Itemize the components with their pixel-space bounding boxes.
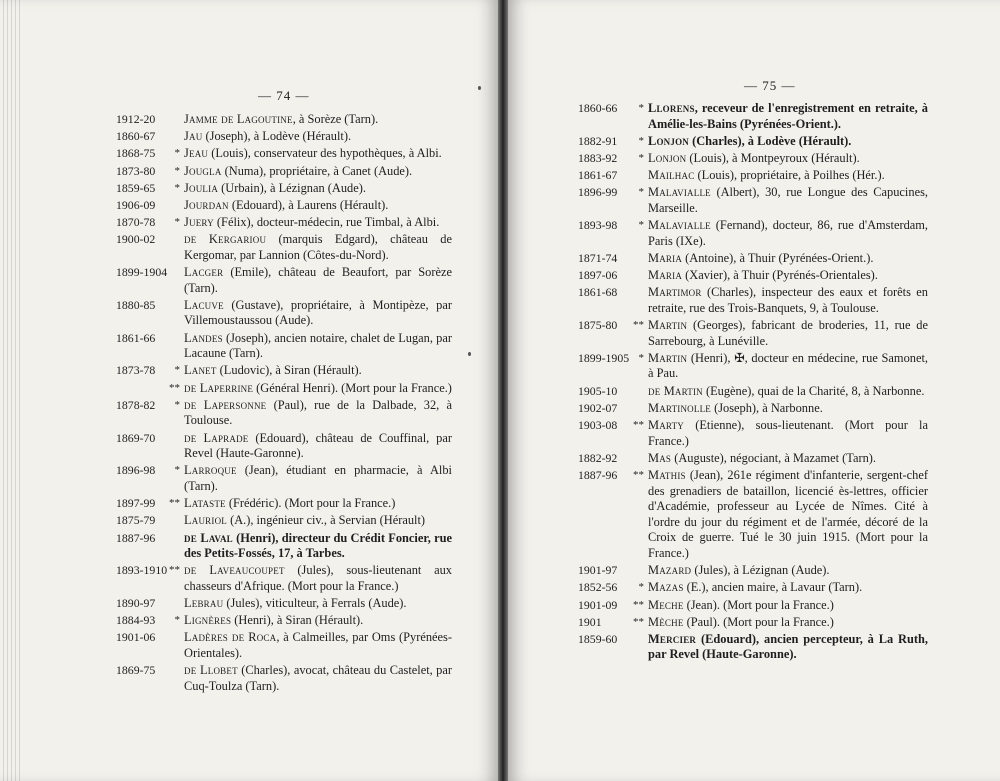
- list-item: [116, 531, 452, 562]
- entry-text: [184, 298, 452, 329]
- entry-details: (Gustave), propriétaire, à Montipèze, par Villemoustaussou (Aude).: [184, 297, 452, 328]
- entry-text: [184, 112, 452, 128]
- list-item: [578, 251, 928, 267]
- entry-years: 1905-10: [578, 383, 618, 398]
- entry-years: 1897-06: [578, 268, 618, 283]
- entry-years: 1882-91: [578, 133, 618, 148]
- list-item: [578, 268, 928, 284]
- entry-text: [648, 285, 928, 316]
- entry-years: 1859-60: [578, 631, 618, 646]
- entry-text: [184, 164, 452, 180]
- entry-details: (E.), ancien maire, à Lavaur (Tarn).: [683, 580, 863, 595]
- entry-mark: [166, 331, 184, 362]
- entry-name: Malavialle: [648, 185, 711, 200]
- entry-name: de Llobet: [184, 663, 238, 678]
- entry-name: Jougla: [184, 163, 222, 178]
- list-item: [116, 298, 452, 329]
- list-item: [116, 431, 452, 462]
- list-item: [578, 185, 928, 216]
- entry-details: (Xavier), à Thuir (Pyrénés-Orientales).: [682, 268, 878, 283]
- list-item: [116, 596, 452, 612]
- list-item: [578, 134, 928, 150]
- entry-mark: [630, 268, 648, 284]
- entry-details: (Etienne), sous-lieutenant. (Mort pour la France.): [648, 418, 928, 448]
- list-item: [578, 615, 928, 631]
- entry-name: Lebrau: [184, 596, 224, 611]
- entry-text: [648, 101, 928, 132]
- entry-text: [648, 168, 928, 184]
- entry-name: Martin: [648, 318, 688, 333]
- entry-text: [648, 218, 928, 249]
- entry-text: [648, 451, 928, 467]
- list-item: [116, 146, 452, 162]
- list-item: [116, 563, 452, 594]
- entry-details: (Edouard), château de Couffinal, par Revel (Haute-Garonne).: [184, 430, 452, 461]
- entry-mark: [630, 451, 648, 467]
- entry-years: 1861-68: [578, 285, 618, 300]
- entry-text: [648, 151, 928, 167]
- entry-text: [648, 384, 928, 400]
- entry-details: (Jules), à Lézignan (Aude).: [691, 563, 830, 578]
- entry-name: Lacuve: [184, 297, 224, 312]
- entry-mark: **: [169, 564, 180, 577]
- list-item: [578, 418, 928, 449]
- entry-mark: *: [638, 581, 644, 594]
- entry-details: (Henri), ✠, docteur en médecine, rue Samonet, à Pau.: [648, 350, 928, 381]
- entry-details: (Charles), inspecteur des eaux et forêts en retraite, rue des Trois-Banquets, 9, à Toulouse.: [648, 285, 928, 315]
- entry-text: [184, 563, 452, 594]
- entry-details: (Auguste), négociant, à Mazamet (Tarn).: [671, 450, 876, 465]
- list-item: [578, 318, 928, 349]
- entry-years: 1882-92: [578, 450, 618, 465]
- entry-name: Martin: [648, 350, 688, 365]
- entry-mark: **: [633, 319, 644, 332]
- entry-text: [648, 563, 928, 579]
- entry-name: Mailhac: [648, 168, 695, 183]
- entry-years: 1906-09: [116, 197, 156, 212]
- entry-name: Mazas: [648, 580, 684, 595]
- entry-details: (Joseph), à Lodève (Hérault).: [202, 129, 352, 144]
- entry-mark: *: [174, 364, 180, 377]
- entry-name: Lignères: [184, 613, 232, 628]
- entry-name: Malavialle: [648, 218, 711, 233]
- entry-years: 1878-82: [116, 397, 156, 412]
- entry-text: [184, 596, 452, 612]
- list-item: [116, 663, 452, 694]
- entry-details: (Numa), propriétaire, à Canet (Aude).: [221, 163, 413, 178]
- list-item: [116, 112, 452, 128]
- entry-name: Juery: [184, 215, 214, 230]
- entry-mark: [166, 112, 184, 128]
- entry-details: (Louis), à Montpeyroux (Hérault).: [686, 150, 860, 165]
- entry-years: 1899-1904: [116, 265, 168, 280]
- entry-years: 1901-06: [116, 630, 156, 645]
- entry-mark: *: [638, 151, 644, 164]
- entry-years: 1861-67: [578, 168, 618, 183]
- entry-name: Landes: [184, 330, 223, 345]
- entry-name: Llorens: [648, 101, 695, 115]
- entry-name: Maria: [648, 250, 683, 265]
- entry-mark: **: [169, 497, 180, 510]
- entry-mark: [630, 563, 648, 579]
- list-item: [116, 613, 452, 629]
- entry-text: [184, 630, 452, 661]
- page-edge-decoration: [0, 0, 22, 781]
- entry-text: [184, 496, 452, 512]
- entry-text: [648, 318, 928, 349]
- entry-years: 1883-92: [578, 150, 618, 165]
- entry-text: [648, 418, 928, 449]
- entry-mark: [166, 265, 184, 296]
- list-item: [578, 598, 928, 614]
- entry-mark: [630, 384, 648, 400]
- entry-years: 1902-07: [578, 400, 618, 415]
- list-item: [578, 218, 928, 249]
- entry-years: 1893-1910: [116, 563, 168, 578]
- list-item: [116, 129, 452, 145]
- entry-text: [184, 613, 452, 629]
- entry-years: 1852-56: [578, 580, 618, 595]
- list-item: [116, 215, 452, 231]
- entry-name: de Lapersonne: [184, 397, 267, 412]
- entry-mark: *: [638, 351, 644, 364]
- entry-mark: [630, 401, 648, 417]
- entry-details: (Albert), 30, rue Longue des Capucines, Marseille.: [648, 185, 928, 215]
- entry-years: 1896-99: [578, 185, 618, 200]
- list-item: [116, 232, 452, 263]
- entry-name: Mercier: [648, 631, 697, 646]
- entry-details: (Ludovic), à Siran (Hérault).: [216, 363, 362, 378]
- entry-years: 1893-98: [578, 218, 618, 233]
- entry-mark: **: [633, 615, 644, 628]
- entry-years: 1869-70: [116, 430, 156, 445]
- entry-name: Lacger: [184, 265, 224, 280]
- list-item: [116, 381, 452, 397]
- entry-text: [184, 146, 452, 162]
- entry-mark: *: [174, 464, 180, 477]
- entry-years: 1912-20: [116, 112, 156, 126]
- entry-text: [184, 265, 452, 296]
- entry-details: (Eugène), quai de la Charité, 8, à Narbonne.: [702, 383, 925, 398]
- entry-name: de Laveaucoupet: [184, 563, 285, 578]
- entry-details: , receveur de l'enregistrement en retraite, à Amélie-les-Bains (Pyrénées-Orient.).: [648, 101, 928, 131]
- entry-text: [184, 215, 452, 231]
- entry-years: 1896-98: [116, 463, 156, 478]
- entry-mark: [630, 251, 648, 267]
- entry-mark: **: [633, 468, 644, 481]
- entry-years: 1901: [578, 614, 602, 629]
- entry-mark: [630, 285, 648, 316]
- entry-details: (Jean). (Mort pour la France.): [683, 597, 834, 612]
- entry-mark: *: [638, 102, 644, 114]
- entry-mark: [166, 531, 184, 562]
- entry-mark: **: [633, 598, 644, 611]
- entry-years: 1900-02: [116, 232, 156, 247]
- member-list: [116, 112, 452, 696]
- entry-details: (Charles), à Lodève (Hérault).: [688, 133, 852, 148]
- entry-name: Lauriol: [184, 513, 227, 528]
- entry-text: [184, 363, 452, 379]
- list-item: [578, 285, 928, 316]
- entry-details: (Antoine), à Thuir (Pyrénées-Orient.).: [682, 250, 874, 265]
- book-gutter: [498, 0, 508, 781]
- entry-name: Lonjon: [648, 133, 689, 148]
- entry-mark: *: [638, 219, 644, 232]
- entry-details: (Fernand), docteur, 86, rue d'Amsterdam, Paris (IXe).: [648, 218, 928, 248]
- entry-mark: *: [174, 398, 180, 411]
- list-item: [578, 168, 928, 184]
- entry-text: [184, 181, 452, 197]
- entry-details: (Urbain), à Lézignan (Aude).: [218, 180, 366, 195]
- entry-text: [648, 632, 928, 663]
- entry-text: [184, 531, 452, 562]
- entry-mark: **: [633, 419, 644, 431]
- entry-text: [648, 401, 928, 417]
- entry-name: Martinolle: [648, 400, 711, 415]
- list-item: [116, 198, 452, 214]
- entry-details: (Edouard), à Laurens (Hérault).: [228, 197, 389, 212]
- entry-details: (Jean), étudiant en pharmacie, à Albi (Tarn).: [184, 463, 452, 493]
- entry-years: 1859-65: [116, 180, 156, 195]
- entry-details: (Félix), docteur-médecin, rue Timbal, à Albi.: [213, 215, 440, 230]
- entry-name: Mathis: [648, 467, 686, 482]
- entry-mark: *: [638, 134, 644, 147]
- entry-details: (Edouard), ancien percepteur, à La Ruth, par Revel (Haute-Garonne).: [648, 631, 928, 662]
- entry-mark: [166, 513, 184, 529]
- entry-details: (Joseph), ancien notaire, chalet de Lugan, par Lacaune (Tarn).: [184, 330, 452, 361]
- member-list: [578, 101, 928, 665]
- entry-years: 1873-78: [116, 363, 156, 378]
- entry-name: Maria: [648, 268, 683, 283]
- list-item: [116, 164, 452, 180]
- entry-name: de Laprade: [184, 430, 249, 445]
- entry-text: [184, 431, 452, 462]
- entry-text: [184, 331, 452, 362]
- entry-details: (A.), ingénieur civ., à Servian (Hérault): [226, 513, 426, 528]
- entry-name: Martimor: [648, 285, 702, 300]
- entry-text: [648, 251, 928, 267]
- entry-name: de Martin: [648, 383, 703, 398]
- entry-mark: [630, 632, 648, 663]
- entry-mark: *: [174, 216, 180, 229]
- left-page: [0, 0, 498, 781]
- entry-mark: [166, 663, 184, 694]
- list-item: [116, 496, 452, 512]
- entry-years: 1868-75: [116, 146, 156, 161]
- entry-years: 1901-97: [578, 563, 618, 578]
- entry-details: (Général Henri). (Mort pour la France.): [253, 380, 452, 395]
- entry-name: Marty: [648, 418, 684, 432]
- list-item: [116, 181, 452, 197]
- list-item: [578, 384, 928, 400]
- entry-years: 1860-66: [578, 101, 618, 115]
- entry-details: (Georges), fabricant de broderies, 11, rue de Sarrebourg, à Lunéville.: [648, 318, 928, 348]
- entry-years: 1887-96: [578, 467, 618, 482]
- entry-mark: [166, 630, 184, 661]
- entry-years: 1887-96: [116, 530, 156, 545]
- entry-mark: [166, 596, 184, 612]
- entry-mark: [166, 298, 184, 329]
- entry-mark: **: [169, 381, 180, 394]
- entry-details: (Paul), rue de la Dalbade, 32, à Toulouse.: [184, 397, 452, 428]
- entry-mark: [166, 198, 184, 214]
- entry-name: Lataste: [184, 496, 226, 511]
- entry-details: , à Sorèze (Tarn).: [292, 112, 379, 126]
- entry-mark: [630, 168, 648, 184]
- entry-mark: *: [174, 614, 180, 627]
- entry-name: Jourdan: [184, 197, 229, 212]
- entry-name: Meche: [648, 597, 684, 612]
- entry-details: , à Calmeilles, par Oms (Pyrénées-Orientales).: [184, 630, 452, 661]
- entry-years: 1897-99: [116, 496, 156, 511]
- right-page: [508, 0, 1000, 781]
- entry-years: 1860-67: [116, 129, 156, 144]
- entry-years: 1875-79: [116, 513, 156, 528]
- ink-spot: [478, 86, 481, 90]
- entry-name: Lanet: [184, 363, 217, 378]
- entry-mark: *: [174, 181, 180, 194]
- entry-details: (Jules), sous-lieutenant aux chasseurs d'Afrique. (Mort pour la France.): [184, 563, 452, 593]
- entry-years: 1901-09: [578, 597, 618, 612]
- entry-text: [648, 351, 928, 382]
- entry-years: 1861-66: [116, 330, 156, 345]
- entry-name: Joulia: [184, 180, 219, 195]
- entry-name: Jamme de Lagoutine: [184, 112, 293, 126]
- entry-mark: [166, 129, 184, 145]
- list-item: [578, 151, 928, 167]
- list-item: [116, 363, 452, 379]
- entry-years: [116, 381, 166, 397]
- list-item: [578, 563, 928, 579]
- entry-years: 1870-78: [116, 215, 156, 230]
- entry-text: [648, 580, 928, 596]
- entry-years: 1869-75: [116, 663, 156, 678]
- entry-mark: *: [174, 164, 180, 177]
- list-item: [578, 580, 928, 596]
- entry-details: (Emile), château de Beaufort, par Sorèze (Tarn).: [184, 265, 452, 295]
- list-item: [578, 632, 928, 663]
- entry-name: Jeau: [184, 146, 209, 161]
- entry-name: Mazard: [648, 563, 692, 578]
- entry-details: (Henri), directeur du Crédit Foncier, rue des Petits-Fossés, 17, à Tarbes.: [184, 530, 452, 561]
- entry-text: [648, 134, 928, 150]
- list-item: [116, 398, 452, 429]
- entry-details: (Jean), 261e régiment d'infanterie, sergent-chef des grenadiers de bataillon, licencié ès-lettres, officier d'Académie, professeur au Lycée de Nîmes. Cité à l'ordre du jour du régiment et de l'armée, décoré de la Croix de guerre. Tué le 30 juin 1915. (Mort pour la France.): [648, 467, 928, 560]
- entry-years: 1871-74: [578, 250, 618, 265]
- entry-details: (Louis), propriétaire, à Poilhes (Hér.).: [694, 168, 885, 183]
- entry-mark: [166, 431, 184, 462]
- entry-text: [648, 185, 928, 216]
- entry-details: (Charles), avocat, château du Castelet, par Cuq-Toulza (Tarn).: [184, 663, 452, 693]
- list-item: [116, 463, 452, 494]
- entry-name: de Kergariou: [184, 232, 267, 247]
- entry-text: [184, 513, 452, 529]
- entry-text: [184, 463, 452, 494]
- list-item: [116, 331, 452, 362]
- entry-text: [184, 198, 452, 214]
- entry-years: 1880-85: [116, 297, 156, 312]
- entry-details: (Paul). (Mort pour la France.): [683, 614, 834, 629]
- ink-spot: [468, 352, 471, 356]
- entry-years: 1899-1905: [578, 350, 630, 365]
- entry-years: 1903-08: [578, 418, 618, 432]
- entry-name: Jau: [184, 129, 203, 144]
- entry-years: 1873-80: [116, 163, 156, 178]
- entry-text: [184, 381, 452, 397]
- entry-mark: [166, 232, 184, 263]
- entry-text: [648, 598, 928, 614]
- entry-details: (Henri), à Siran (Hérault).: [231, 613, 364, 628]
- entry-mark: *: [638, 186, 644, 199]
- entry-name: Lonjon: [648, 150, 687, 165]
- entry-details: (Joseph), à Narbonne.: [710, 400, 823, 415]
- entry-text: [648, 268, 928, 284]
- list-item: [578, 401, 928, 417]
- entry-details: (Frédéric). (Mort pour la France.): [225, 496, 396, 511]
- entry-years: 1875-80: [578, 318, 618, 333]
- list-item: [578, 451, 928, 467]
- page-number: — 75 —: [744, 78, 796, 93]
- list-item: [578, 351, 928, 382]
- entry-name: de Laval: [184, 530, 233, 545]
- entry-text: [184, 398, 452, 429]
- entry-name: Ladères de Roca: [184, 630, 277, 645]
- entry-name: de Laperrine: [184, 380, 254, 395]
- entry-name: Mas: [648, 450, 672, 465]
- entry-name: Mèche: [648, 614, 684, 629]
- entry-text: [184, 663, 452, 694]
- entry-mark: *: [174, 147, 180, 160]
- entry-details: (Louis), conservateur des hypothèques, à Albi.: [208, 146, 442, 161]
- list-item: [578, 468, 928, 562]
- entry-details: (Jules), viticulteur, à Ferrals (Aude).: [223, 596, 407, 611]
- entry-text: [184, 129, 452, 145]
- list-item: [116, 630, 452, 661]
- page-number: — 74 —: [258, 88, 310, 103]
- list-item: [116, 265, 452, 296]
- entry-text: [648, 615, 928, 631]
- entry-years: 1890-97: [116, 596, 156, 611]
- entry-years: 1884-93: [116, 613, 156, 628]
- list-item: [116, 513, 452, 529]
- entry-text: [184, 232, 452, 263]
- entry-text: [648, 468, 928, 562]
- entry-name: Larroque: [184, 463, 237, 478]
- list-item: [578, 101, 928, 132]
- entry-details: (marquis Edgard), château de Kergomar, par Lannion (Côtes-du-Nord).: [184, 232, 453, 262]
